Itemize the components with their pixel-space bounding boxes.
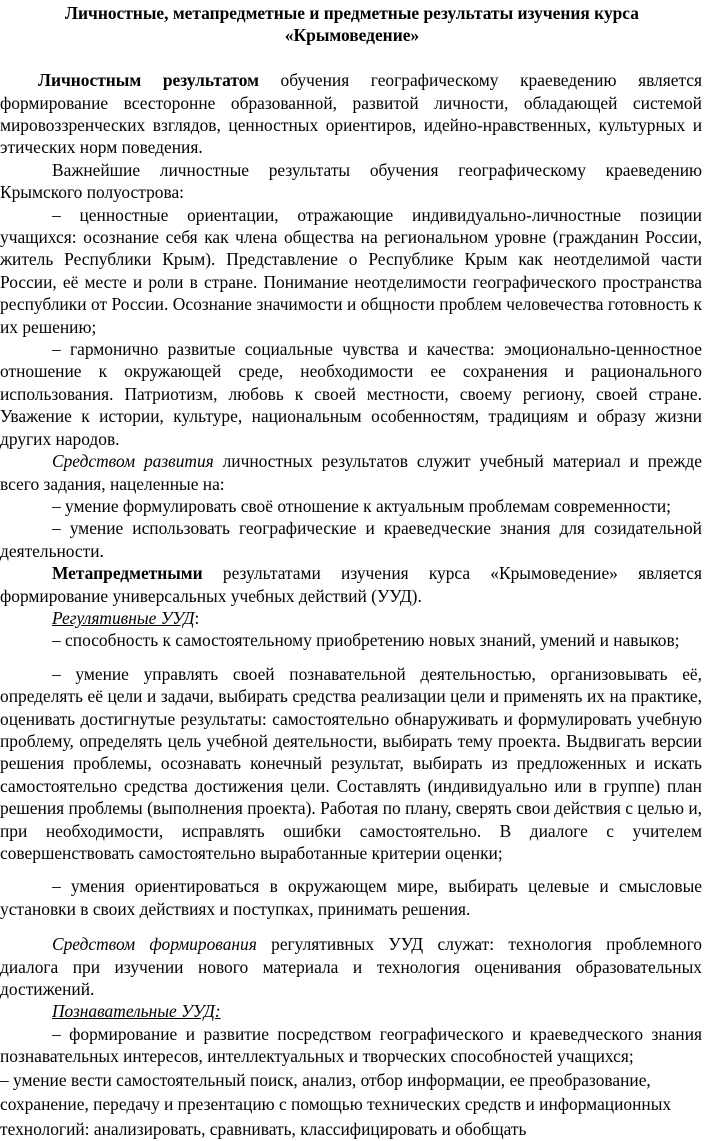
cognitive-item-search-line-2: сохранение, передачу и презентацию с помощью технических средств и информационных xyxy=(0,1094,672,1115)
cognitive-heading-text: Познавательные УУД: xyxy=(52,1001,221,1022)
meta-results-paragraph xyxy=(0,562,704,607)
personal-results-text: обучения географическому краеведению является формирование всесторонне образованной, развитой личности, обладающей системой мировоззренческих взглядов, ценностных ориентиров, идейно-нравственных, культурных и этических норм поведения. xyxy=(0,70,702,158)
regulative-item-manage-activity: – умение управлять своей познавательной деятельностью, организовывать её, определять её цели и задачи, выбирать средства реализации цели и применять их на практике, оценивать достигнутые результаты: самостоятельно обнаруживать и формулировать учебную проблему, определять цель учебной деятельности, выбирать тему проекта. Выдвигать версии решения проблемы, осознавать конечный результат, выбирать из предложенных и искать самостоятельно средства достижения цели. Составлять (индивидуально или в группе) план решения проблемы (выполнения проекта). Работая по плану, сверять свои действия с целью и, при необходимости, исправлять ошибки самостоятельно. В диалоге с учителем совершенствовать самостоятельно выработанные критерии оценки; xyxy=(0,663,702,864)
cognitive-item-search xyxy=(0,1068,704,1141)
personal-means-text: личностных результатов служит учебный материал и прежде всего задания, нацеленные на: xyxy=(0,451,703,494)
personal-means-term: Средством развития xyxy=(52,451,214,472)
cognitive-item-search-line-3: технологий: анализировать, сравнивать, классифицировать и обобщать xyxy=(0,1118,527,1139)
regulative-heading-text: Регулятивные УУД xyxy=(52,607,195,628)
regulative-item-orientation: – умения ориентироваться в окружающем мире, выбирать целевые и смысловые установки в своих действиях и поступках, принимать решения. xyxy=(0,876,702,919)
regulative-means-paragraph xyxy=(0,933,704,1000)
regulative-heading-colon: : xyxy=(194,607,200,628)
personal-means-paragraph xyxy=(0,450,704,495)
cognitive-item-interests: – формирование и развитие посредством географического и краеведческого знания познавательных интересов, интеллектуальных и творческих способностей учащихся; xyxy=(0,1023,702,1067)
regulative-means-text: регулятивных УУД служат: технология проблемного диалога при изучении нового материала и технология оценивания образовательных достижений. xyxy=(0,934,702,1000)
regulative-means-term: Средством формирования xyxy=(52,934,257,955)
personal-results-term: Личностным результатом xyxy=(38,70,259,91)
spacer xyxy=(0,920,704,933)
personal-item-values: – ценностные ориентации, отражающие индивидуально-личностные позиции учащихся: осознание себя как члена общества на региональном уровне (гражданин России, житель Республики Крым). Представление о Республике Крым как неотделимой части России, её месте и роли в стране. Понимание неотделимости географического пространства республики от России. Осознание значимости и общности проблем человечества готовность к их решению; xyxy=(0,204,702,337)
title-line-1: Личностные, метапредметные и предметные результаты изучения курса xyxy=(65,3,639,23)
personal-item-feelings: – гармонично развитые социальные чувства и качества: эмоционально-ценностное отношение к окружающей среде, необходимости ее сохранения и рационального использования. Патриотизм, любовь к своей местности, своему региону, своей стране. Уважение к истории, культуре, национальным особенностям, традициям и образу жизни других народов. xyxy=(0,339,702,449)
spacer xyxy=(0,652,704,663)
spacer xyxy=(0,47,704,69)
means-item-knowledge: – умение использовать географические и краеведческие знания для созидательной деятельности. xyxy=(0,518,702,561)
means-item-attitude: – умение формулировать своё отношение к актуальным проблемам современности; xyxy=(52,495,672,516)
meta-results-text: результатами изучения курса «Крымоведение» является формирование универсальных учебных действий (УУД). xyxy=(0,563,702,606)
key-results-intro: Важнейшие личностные результаты обучения географическому краеведению Крымского полуострова: xyxy=(0,159,702,203)
regulative-item-self-learning: – способность к самостоятельному приобретению новых знаний, умений и навыков; xyxy=(52,630,680,651)
regulative-heading xyxy=(0,607,704,629)
meta-results-term: Метапредметными xyxy=(52,563,203,584)
title-line-2: «Крымоведение» xyxy=(284,25,420,46)
cognitive-heading xyxy=(0,1000,704,1022)
spacer xyxy=(0,864,704,875)
document-title xyxy=(0,2,704,47)
personal-results-paragraph xyxy=(0,69,704,159)
cognitive-item-search-line-1: – умение вести самостоятельный поиск, анализ, отбор информации, ее преобразование, xyxy=(0,1069,651,1090)
